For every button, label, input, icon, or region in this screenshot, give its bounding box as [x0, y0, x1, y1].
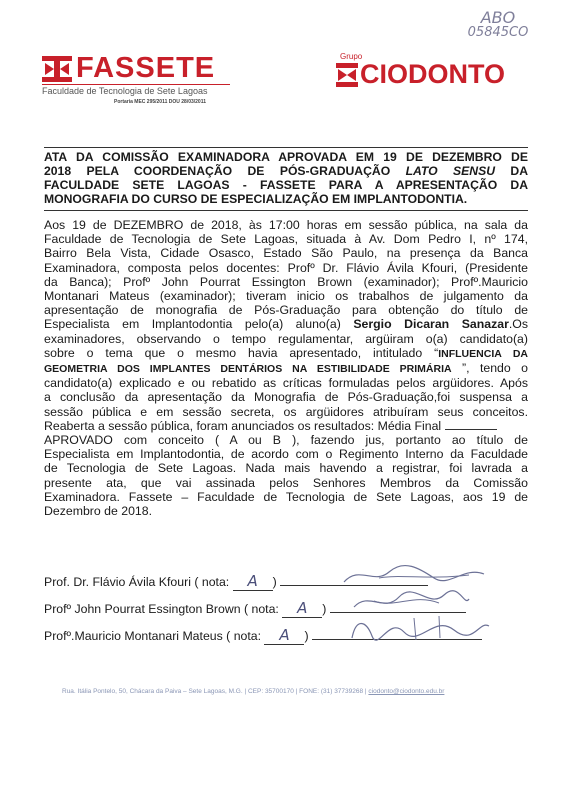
body-line-thesis-end	[44, 361, 528, 376]
heading-top-rule	[44, 147, 528, 148]
body-line: Dezembro de 2018.	[44, 504, 153, 519]
handwritten-note-line1: ABO	[480, 8, 516, 27]
body-line: presente ata, que vai assinada pelos Senhores Membros da Comissão	[44, 475, 528, 490]
body-line: de Tecnologia de Sete Lagoas. Nada mais havendo a registrar, foi lavrada a	[44, 461, 528, 476]
body-line-result	[44, 419, 528, 433]
body-line: a conclusão da apresentação da Monografia de Pós-Graduação,foi suspensa a	[44, 390, 528, 405]
handwritten-note	[428, 8, 568, 40]
body-line: Examinadora, composta pelos docentes: Profº Dr. Flávio Ávila Kfouri, (Presidente	[44, 260, 528, 275]
title-line-2-end: DA	[495, 164, 528, 178]
body-line: Especialista em Implantodontia, de acordo com o Regimento Interno da Faculdade	[44, 447, 528, 462]
fassete-emblem-icon	[42, 56, 72, 82]
title-line-1: ATA DA COMISSÃO EXAMINADORA APROVADA EM 19 DE DEZEMBRO DE	[44, 150, 528, 164]
body-line: apresentação de monografia de Pós-Graduação para obtenção do título de	[44, 303, 528, 318]
body-line: da Banca); Profº John Pourrat Essington Brown (examinador); Profº.Mauricio	[44, 274, 528, 289]
title-line-2-text: 2018 PELA COORDENAÇÃO DE PÓS-GRADUAÇÃO	[44, 164, 406, 178]
footer-email-link[interactable]: ciodonto@ciodonto.edu.br	[368, 688, 445, 695]
body-line: examinadores, observando o tempo regulamentar, argüiram o(a) candidato(a)	[44, 331, 528, 346]
body-line: Faculdade de Tecnologia de Sete Lagoas, situada à Av. Dom Pedro I, nº 174,	[44, 232, 528, 247]
footer-contact	[62, 688, 522, 695]
thesis-title-part2: GEOMETRIA DOS IMPLANTES DENTÁRIOS NA ESTIBILIDADE PRIMÁRIA	[44, 363, 452, 376]
fassete-logo-name: FASSETE	[76, 52, 216, 84]
ciodonto-emblem-icon	[336, 63, 358, 87]
body-line: Montanari Mateus (examinador); tiveram inicio os trabalhos de julgamento da	[44, 289, 528, 304]
fassete-logo-subtitle: Faculdade de Tecnologia de Sete Lagoas	[42, 84, 230, 96]
signature-scribble-icon	[344, 612, 494, 644]
signature-row-3	[44, 626, 524, 646]
body-line-student	[44, 317, 528, 331]
ciodonto-logo	[336, 52, 536, 90]
grade-close: )	[304, 629, 309, 643]
grade-field	[264, 626, 304, 645]
thesis-line-text: sobre o tema que o mesmo havia apresentado, intitulado “	[44, 345, 439, 360]
body-line: candidato(a) explicado e ou rebatido as críticas formuladas pelos argüidores. Após	[44, 376, 528, 391]
body-line: Aos 19 de DEZEMBRO de 2018, às 17:00 horas em sessão pública, na sala da	[44, 218, 528, 232]
grade-value: A	[297, 599, 308, 617]
thesis-line-end: ”, tendo o	[451, 361, 528, 376]
title-line-2	[44, 164, 528, 178]
title-line-4: MONOGRAFIA DO CURSO DE ESPECIALIZAÇÃO EM IMPLANTODONTIA.	[44, 192, 468, 206]
body-line-thesis-start	[44, 346, 528, 361]
grade-field	[282, 599, 322, 618]
grade-close: )	[272, 575, 277, 589]
body-line: Examinadora. Fassete – Faculdade de Tecnologia de Sete Lagoas, aos 19 de	[44, 489, 528, 504]
footer-address: Rua. Itália Pontelo, 50, Chácara da Paiva – Sete Lagoas, M.G. | CEP: 35700170 | FONE: (31) 37739268 |	[62, 688, 367, 695]
title-line-3: FACULDADE SETE LAGOAS - FASSETE PARA A APRESENTAÇÃO DA	[44, 178, 528, 192]
signature-scribble-icon	[339, 560, 489, 590]
body-line: APROVADO com conceito ( A ou B ), fazendo jus, portanto ao título de	[44, 433, 528, 448]
body-line: Bairro Bela Vista, Cidade Osasco, Estado São Paulo, na presença da Banca	[44, 246, 528, 261]
grade-value: A	[279, 626, 290, 644]
ciodonto-logo-name: CIODONTO	[360, 59, 506, 89]
result-line-text: Reaberta a sessão pública, foram anunciados os resultados: Média Final	[44, 418, 442, 433]
heading-bottom-rule	[44, 210, 528, 211]
grade-field	[233, 572, 273, 591]
student-name: Sergio Dicaran Sanazar	[353, 317, 509, 332]
signature-label: Profº.Mauricio Montanari Mateus ( nota:	[44, 629, 262, 643]
student-line-text: Especialista em Implantodontia pelo(a) aluno(a)	[44, 317, 354, 332]
grade-value: A	[247, 572, 258, 590]
signature-label: Profº John Pourrat Essington Brown ( nota:	[44, 602, 279, 616]
document-title	[44, 150, 528, 206]
ciodonto-group-label: Grupo	[340, 52, 363, 61]
signature-label: Prof. Dr. Flávio Ávila Kfouri ( nota:	[44, 575, 230, 589]
handwritten-note-line2: 05845CO	[467, 25, 529, 40]
student-line-end: .Os	[508, 317, 529, 332]
body-line: sessão pública e em sessão secreta, os argüidores atribuíram seus conceitos.	[44, 404, 528, 419]
thesis-title-part1: INFLUENCIA DA	[438, 347, 528, 360]
grade-close: )	[322, 602, 327, 616]
fassete-ordinance: Portaria MEC 295/2011 DOU 28/03/2011	[114, 99, 207, 105]
final-grade-blank	[445, 429, 497, 430]
minutes-body	[44, 218, 528, 518]
title-lato-sensu: LATO SENSU	[405, 164, 495, 178]
fassete-logo	[42, 52, 242, 105]
